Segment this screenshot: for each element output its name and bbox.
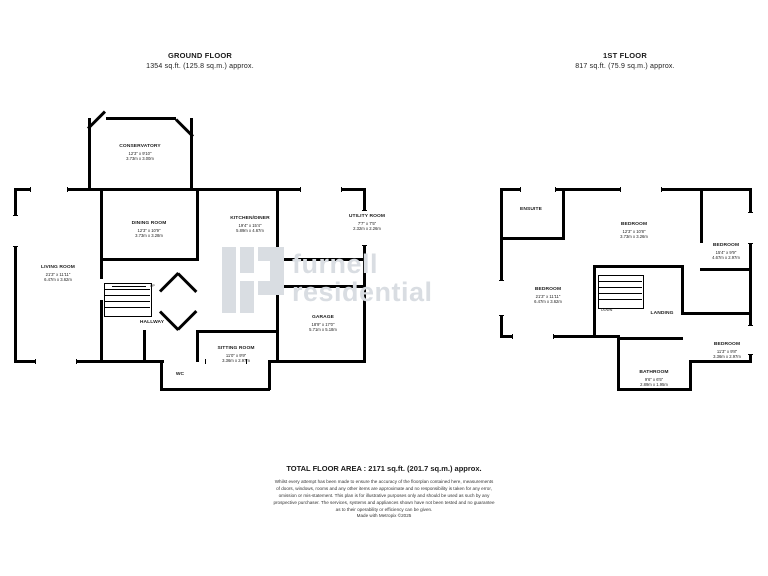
first-floor-area: 817 sq.ft. (75.9 sq.m.) approx. — [575, 62, 675, 70]
wall-ground-bottom-right — [268, 360, 366, 363]
watermark-line-1: furnell — [292, 249, 379, 279]
room-dim-imperial: 11'3" x 9'8" — [716, 348, 738, 354]
wall-first-bath-bottom — [617, 388, 692, 391]
wall-living-right — [100, 191, 103, 279]
window-living-left — [13, 215, 18, 247]
stair-arrow — [112, 286, 146, 287]
disclaimer-line: omission or mis-statement. This plan is for illustrative purposes only and should be used as such by any — [278, 492, 490, 498]
room-dim-metric: 3.73m x 3.00m — [126, 156, 154, 162]
room-dim-metric: 5.71m x 5.18m — [309, 327, 337, 333]
disclaimer-line: Whilst every attempt has been made to ensure the accuracy of the floorplan contained here, measurements — [274, 479, 494, 484]
room-garage — [287, 315, 359, 333]
disclaimer-line: as to their operability or efficiency can be given. — [335, 506, 433, 512]
room-dim-metric: 6.47m x 3.62m — [534, 299, 562, 305]
wall-landing-left — [593, 265, 596, 338]
wall-dining-bottom — [103, 258, 199, 261]
room-dim-imperial: 11'0" x 9'9" — [225, 352, 247, 358]
room-kitchen-diner — [205, 216, 295, 234]
room-bathroom — [620, 370, 688, 388]
wall-landing-right — [681, 265, 684, 315]
room-ensuite — [500, 207, 562, 214]
room-name: GARAGE — [311, 315, 335, 320]
stair-tread — [598, 293, 642, 294]
wall-conservatory-top — [106, 117, 176, 120]
stair-tread — [598, 287, 642, 288]
disclaimer-line: of doors, windows, rooms and any other items are approximate and no responsibility is taken for any error, — [276, 485, 492, 491]
room-dim-metric: 5.89m x 4.67m — [236, 228, 264, 234]
wall-living-right-lower — [100, 300, 103, 362]
room-dim-imperial: 12'3" x 10'8" — [622, 228, 646, 234]
stair-tread — [104, 295, 150, 296]
wall-first-bottom-right — [689, 360, 752, 363]
room-name: SITTING ROOM — [217, 346, 255, 351]
stair-tread — [104, 289, 150, 290]
room-bedroom-1 — [594, 222, 674, 240]
first-floor-title — [520, 50, 730, 72]
stairs-up-label: UP — [150, 284, 155, 288]
stair-tread — [598, 281, 642, 282]
first-floor-title-text: 1ST FLOOR — [603, 51, 647, 60]
room-name: KITCHEN/DINER — [230, 216, 270, 221]
room-name: LIVING ROOM — [41, 265, 75, 270]
window-first-top-2 — [620, 187, 662, 192]
wall-utility-bottom — [276, 258, 366, 261]
wall-dining-right — [196, 191, 199, 261]
ground-floor-area: 1354 sq.ft. (125.8 sq.m.) approx. — [146, 62, 254, 70]
ground-floor-title — [90, 50, 310, 72]
room-dim-metric: 2.32m x 2.26m — [353, 226, 381, 232]
room-name: UTILITY ROOM — [348, 214, 386, 219]
room-dim-imperial: 7'7" x 7'5" — [357, 220, 377, 226]
room-dim-imperial: 15'4" x 9'9" — [715, 249, 737, 255]
window-ground-top-2 — [300, 187, 342, 192]
room-utility — [330, 214, 404, 232]
wall-hall-vert — [143, 330, 146, 362]
room-bedroom-3 — [508, 287, 588, 305]
room-dim-imperial: 21'3" x 11'11" — [535, 293, 561, 299]
wall-ensuite-right — [562, 191, 565, 239]
room-dim-metric: 6.47m x 3.62m — [44, 277, 72, 283]
room-name: CONSERVATORY — [119, 144, 161, 149]
room-name: BEDROOM — [620, 222, 648, 227]
wall-sitting-left — [196, 330, 199, 362]
room-conservatory — [100, 144, 180, 162]
room-dim-metric: 3.36m x 2.97m — [222, 358, 250, 364]
room-dim-metric: 3.73m x 3.26m — [620, 234, 648, 240]
room-dim-imperial: 12'3" x 9'10" — [128, 150, 152, 156]
room-dim-imperial: 18'9" x 17'0" — [311, 321, 335, 327]
wall-bed1-right — [700, 191, 703, 243]
wall-ground-wc-right — [268, 360, 271, 390]
room-name: HALLWAY — [139, 320, 165, 325]
window-first-right-1 — [748, 212, 753, 244]
wall-garage-top — [276, 285, 366, 288]
room-dim-metric: 3.73m x 3.28m — [135, 233, 163, 239]
window-ground-bottom-1 — [35, 359, 77, 364]
disclaimer — [0, 479, 768, 520]
wall-ensuite-bottom — [500, 237, 565, 240]
wall-ground-bottom-mid — [160, 388, 270, 391]
watermark-line-2: residential — [292, 277, 433, 307]
room-name: LANDING — [650, 311, 674, 316]
wall-bath-top — [617, 337, 683, 340]
window-first-left — [499, 280, 504, 316]
window-ground-top-1 — [30, 187, 68, 192]
wall-hall-diag-1 — [159, 272, 180, 293]
window-first-top-1 — [520, 187, 556, 192]
wall-garage-left — [276, 285, 279, 363]
room-name: BATHROOM — [639, 370, 669, 375]
room-name: BEDROOM — [534, 287, 562, 292]
room-hallway — [122, 320, 182, 327]
wall-bed2-bottom — [700, 268, 752, 271]
wall-sitting-top — [196, 330, 276, 333]
wall-landing-top — [593, 265, 683, 268]
room-name: WC — [175, 372, 185, 377]
room-dim-imperial: 19'4" x 15'4" — [238, 222, 262, 228]
room-sitting — [200, 346, 272, 364]
wall-conservatory-right — [190, 118, 193, 190]
wall-first-bath-right — [689, 360, 692, 391]
disclaimer-credit: Made with Metropix ©2025 — [356, 513, 412, 519]
room-dim-imperial: 12'3" x 10'9" — [137, 227, 161, 233]
room-dim-metric: 2.89m x 1.95m — [640, 382, 668, 388]
room-dim-imperial: 21'3" x 11'11" — [45, 271, 71, 277]
room-name: DINING ROOM — [131, 221, 167, 226]
stair-tread — [598, 299, 642, 300]
room-wc — [160, 372, 200, 379]
room-landing — [632, 311, 692, 318]
room-bedroom-4 — [690, 342, 764, 360]
stair-tread — [104, 307, 150, 308]
disclaimer-line: prospective purchaser. The services, systems and appliances shown have not been tested and no guarantee — [273, 499, 495, 505]
room-dim-metric: 4.67m x 2.97m — [712, 255, 740, 261]
total-floor-area: TOTAL FLOOR AREA : 2171 sq.ft. (201.7 sq.m.) approx. — [286, 464, 482, 473]
room-name: ENSUITE — [520, 207, 542, 212]
room-bedroom-2 — [688, 243, 764, 261]
wall-kitchen-right — [276, 191, 279, 299]
furnell-logo-icon — [222, 247, 284, 313]
ground-floor-title-text: GROUND FLOOR — [167, 51, 233, 60]
room-dim-metric: 3.36m x 2.97m — [713, 354, 741, 360]
wall-hall-diag-2 — [177, 272, 198, 293]
stairs-down-label: DOWN — [601, 308, 613, 312]
room-name: BEDROOM — [712, 243, 740, 248]
stair-tread — [104, 301, 150, 302]
room-living — [18, 265, 98, 283]
room-name: BEDROOM — [713, 342, 741, 347]
room-dining — [109, 221, 189, 239]
window-first-bottom — [512, 334, 554, 339]
room-dim-imperial: 9'6" x 6'5" — [644, 376, 664, 382]
